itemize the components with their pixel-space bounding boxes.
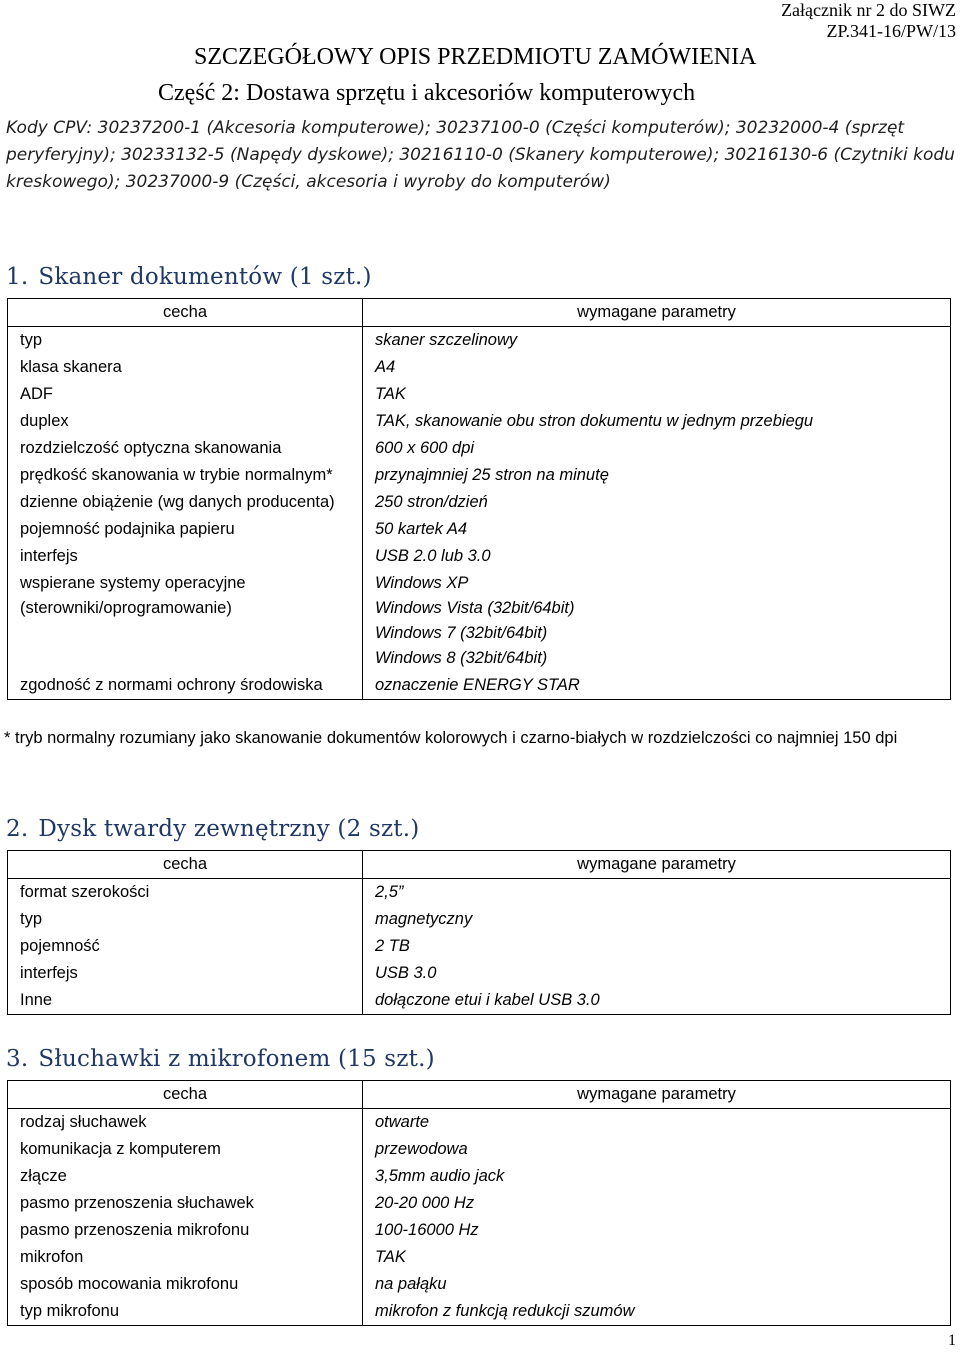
value-cell: przewodowa (363, 1136, 951, 1163)
value-cell: 250 stron/dzień (363, 489, 951, 516)
table-row (8, 1298, 951, 1326)
section-title: Słuchawki z mikrofonem (15 szt.) (38, 1046, 435, 1072)
value-cell: na pałąku (363, 1271, 951, 1298)
section-2-heading (6, 816, 419, 842)
feature-cell: typ mikrofonu (8, 1298, 363, 1326)
table-row (8, 1163, 951, 1190)
column-header-params: wymagane parametry (363, 299, 951, 327)
value-cell: przynajmniej 25 stron na minutę (363, 462, 951, 489)
feature-cell: interfejs (8, 543, 363, 570)
table-row (8, 1109, 951, 1137)
feature-cell: złącze (8, 1163, 363, 1190)
section-1-heading (6, 264, 372, 290)
feature-cell: typ (8, 327, 363, 355)
feature-cell: prędkość skanowania w trybie normalnym* (8, 462, 363, 489)
feature-cell: klasa skanera (8, 354, 363, 381)
column-header-params: wymagane parametry (363, 1081, 951, 1109)
value-cell: mikrofon z funkcją redukcji szumów (363, 1298, 951, 1326)
headset-spec-table (7, 1080, 951, 1326)
feature-cell: pasmo przenoszenia słuchawek (8, 1190, 363, 1217)
feature-cell: ADF (8, 381, 363, 408)
section-title: Skaner dokumentów (1 szt.) (38, 264, 372, 290)
section-number: 1. (6, 264, 29, 290)
table-row (8, 960, 951, 987)
value-cell: 600 x 600 dpi (363, 435, 951, 462)
feature-cell: Inne (8, 987, 363, 1015)
value-cell: TAK (363, 381, 951, 408)
feature-cell: rozdzielczość optyczna skanowania (8, 435, 363, 462)
value-cell: USB 2.0 lub 3.0 (363, 543, 951, 570)
value-cell: A4 (363, 354, 951, 381)
table-row (8, 1271, 951, 1298)
table-row (8, 672, 951, 700)
table-row (8, 489, 951, 516)
table-header-row (8, 299, 951, 327)
section-number: 2. (6, 816, 29, 842)
column-header-params: wymagane parametry (363, 851, 951, 879)
feature-cell: format szerokości (8, 879, 363, 907)
feature-cell: duplex (8, 408, 363, 435)
table-header-row (8, 1081, 951, 1109)
value-cell: magnetyczny (363, 906, 951, 933)
page-number: 1 (948, 1332, 956, 1349)
value-cell: 2,5” (363, 879, 951, 907)
table-row (8, 408, 951, 435)
value-cell: TAK, skanowanie obu stron dokumentu w jednym przebiegu (363, 408, 951, 435)
table-row (8, 1244, 951, 1271)
feature-cell: typ (8, 906, 363, 933)
column-header-feature: cecha (8, 851, 363, 879)
table-row (8, 327, 951, 355)
document-subtitle: Część 2: Dostawa sprzętu i akcesoriów komputerowych (158, 80, 696, 106)
feature-cell: sposób mocowania mikrofonu (8, 1271, 363, 1298)
value-cell: 20-20 000 Hz (363, 1190, 951, 1217)
table-row (8, 462, 951, 489)
feature-cell: pojemność (8, 933, 363, 960)
value-cell: TAK (363, 1244, 951, 1271)
feature-cell: mikrofon (8, 1244, 363, 1271)
value-cell: 3,5mm audio jack (363, 1163, 951, 1190)
value-cell: dołączone etui i kabel USB 3.0 (363, 987, 951, 1015)
case-number: ZP.341-16/PW/13 (826, 21, 956, 41)
cpv-codes: Kody CPV: 30237200-1 (Akcesoria komputerowe); 30237100-0 (Części komputerów); 30232000-4 (sprzęt peryferyjny); 30233132-5 (Napędy dyskowe); 30216110-0 (Skanery komputerowe); 30216130-6 (Czytniki kodu kreskowego); 30237000-9 (Części, akcesoria i wyroby do komputerów) (6, 118, 955, 192)
table-row (8, 879, 951, 907)
value-cell: otwarte (363, 1109, 951, 1137)
attachment-label: Załącznik nr 2 do SIWZ (781, 0, 956, 20)
feature-cell: pojemność podajnika papieru (8, 516, 363, 543)
value-cell: 2 TB (363, 933, 951, 960)
table-row (8, 933, 951, 960)
table-row (8, 435, 951, 462)
value-cell: 50 kartek A4 (363, 516, 951, 543)
table-row (8, 1136, 951, 1163)
table-row (8, 570, 951, 672)
value-cell: oznaczenie ENERGY STAR (363, 672, 951, 700)
value-cell: 100-16000 Hz (363, 1217, 951, 1244)
table-row (8, 1190, 951, 1217)
footnote: * tryb normalny rozumiany jako skanowanie dokumentów kolorowych i czarno-białych w rozdzielczości co najmniej 150 dpi (4, 729, 898, 747)
section-number: 3. (6, 1046, 29, 1072)
document-title: SZCZEGÓŁOWY OPIS PRZEDMIOTU ZAMÓWIENIA (194, 44, 757, 70)
table-row (8, 906, 951, 933)
table-row (8, 381, 951, 408)
feature-cell: dzienne obiążenie (wg danych producenta) (8, 489, 363, 516)
feature-cell: komunikacja z komputerem (8, 1136, 363, 1163)
table-row (8, 987, 951, 1015)
column-header-feature: cecha (8, 299, 363, 327)
feature-cell: interfejs (8, 960, 363, 987)
value-cell: Windows XP Windows Vista (32bit/64bit) Windows 7 (32bit/64bit) Windows 8 (32bit/64bit) (363, 570, 951, 672)
table-row (8, 1217, 951, 1244)
feature-cell: rodzaj słuchawek (8, 1109, 363, 1137)
section-title: Dysk twardy zewnętrzny (2 szt.) (38, 816, 420, 842)
table-row (8, 354, 951, 381)
section-3-heading (6, 1046, 435, 1072)
table-header-row (8, 851, 951, 879)
table-row (8, 543, 951, 570)
value-cell: skaner szczelinowy (363, 327, 951, 355)
attachment-header (781, 0, 956, 42)
feature-cell: zgodność z normami ochrony środowiska (8, 672, 363, 700)
feature-cell: pasmo przenoszenia mikrofonu (8, 1217, 363, 1244)
scanner-spec-table (7, 298, 951, 700)
column-header-feature: cecha (8, 1081, 363, 1109)
feature-cell: wspierane systemy operacyjne (sterowniki/oprogramowanie) (8, 570, 363, 672)
value-cell: USB 3.0 (363, 960, 951, 987)
hdd-spec-table (7, 850, 951, 1015)
table-row (8, 516, 951, 543)
